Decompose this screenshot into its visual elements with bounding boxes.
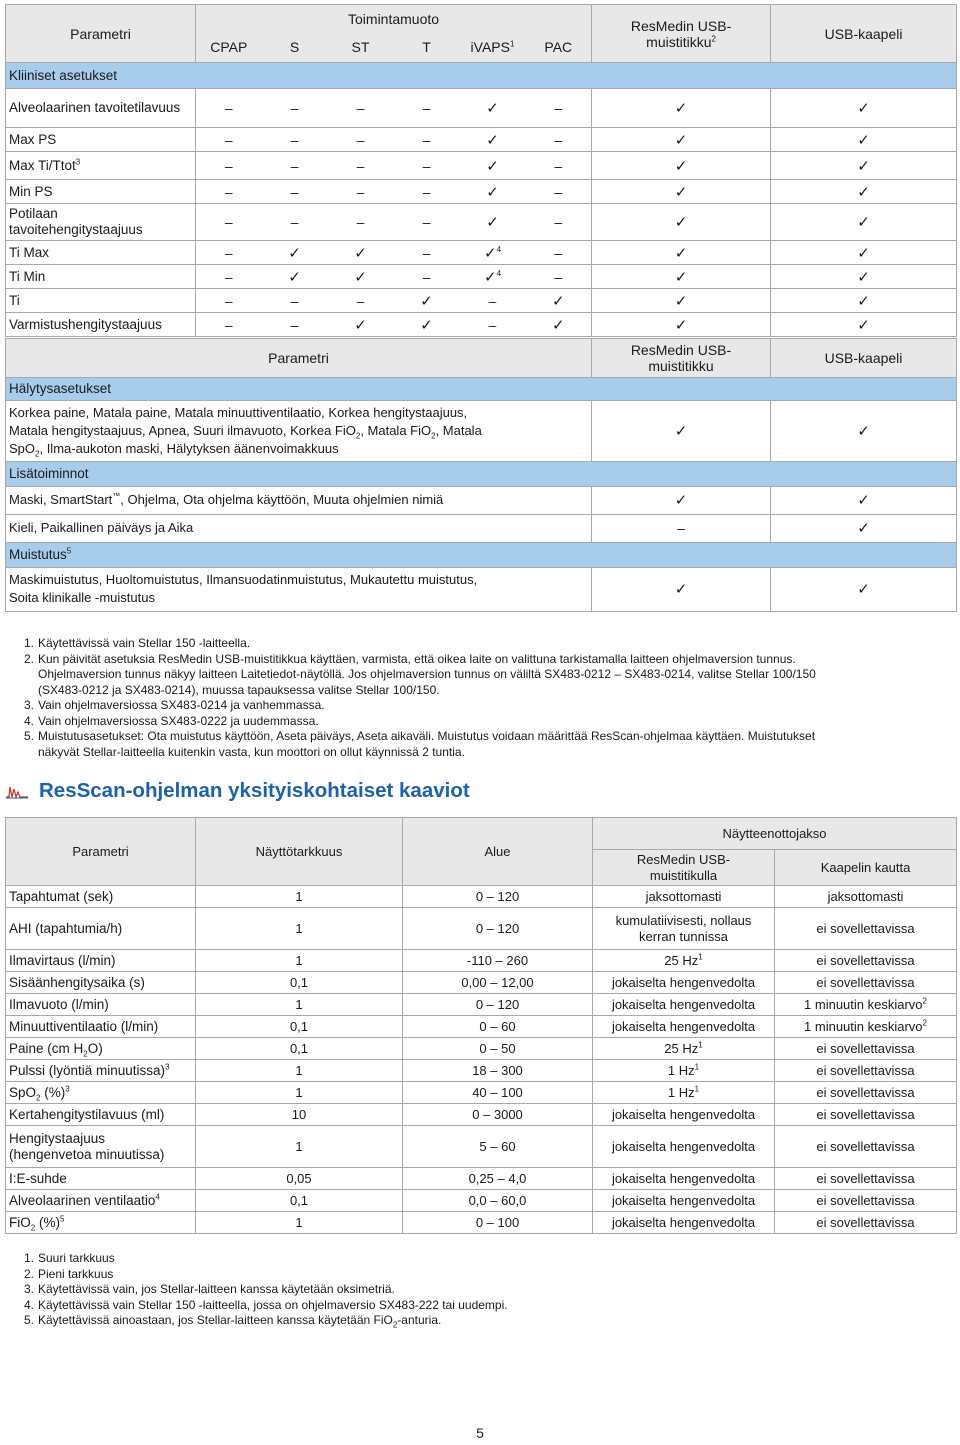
- reminder-list: Maskimuistutus, Huoltomuistutus, Ilmansuodatinmuistutus, Mukautettu muistutus, Soita klinikalle -muistutus: [6, 567, 592, 611]
- alarm-settings-list: Korkea paine, Matala paine, Matala minuuttiventilaatio, Korkea hengitystaajuus, Matala hengitystaajuus, Apnea, Suuri ilmavuoto, Korkea FiO$_2$, Matala FiO$_2$, Matala SpO$_2$, Ilma-aukoton maski, Hälytyksen äänenvoimakkuus: [6, 400, 592, 461]
- t2-range: 0,25 – 4,0: [403, 1168, 593, 1190]
- section-reminder: Muistutus$^5$: [6, 542, 957, 567]
- check-mark: ✓: [592, 567, 771, 611]
- t2-cable-sampling: ei sovellettavissa: [775, 950, 957, 972]
- dash-mark: –: [196, 89, 262, 128]
- t2-accuracy: 1: [196, 1060, 403, 1082]
- t2-usb-sampling: jokaiselta hengenvedolta: [593, 1104, 775, 1126]
- alarm-table: [5, 338, 957, 612]
- footnote: 5. Käytettävissä ainoastaan, jos Stellar-laitteen kanssa käytetään FiO$_2$-anturia.: [24, 1313, 442, 1330]
- header-usb-cable: USB-kaapeli: [771, 5, 957, 63]
- check-mark: ✓: [460, 89, 526, 128]
- t2-range: 0 – 120: [403, 908, 593, 950]
- check-mark: ✓: [592, 486, 771, 514]
- footnote: 2. Pieni tarkkuus: [24, 1266, 114, 1281]
- t2-accuracy: 1: [196, 1126, 403, 1168]
- dash-mark: –: [196, 152, 262, 180]
- check-mark: ✓: [592, 313, 771, 337]
- dash-mark: –: [262, 180, 328, 204]
- dash-mark: –: [592, 514, 771, 542]
- t2-accuracy: 0,05: [196, 1168, 403, 1190]
- t2-cable-sampling: jaksottomasti: [775, 886, 957, 908]
- t2-accuracy: 1: [196, 886, 403, 908]
- t2-accuracy: 0,1: [196, 1190, 403, 1212]
- dash-mark: –: [526, 180, 592, 204]
- t2-usb-sampling: jokaiselta hengenvedolta: [593, 1212, 775, 1234]
- extra-row-mask: Maski, SmartStart™, Ohjelma, Ota ohjelma käyttöön, Muuta ohjelmien nimiä: [6, 486, 592, 514]
- check-mark: ✓: [328, 241, 394, 265]
- dash-mark: –: [328, 128, 394, 152]
- t2-cable-sampling: ei sovellettavissa: [775, 1060, 957, 1082]
- footnote: 3. Käytettävissä vain, jos Stellar-laitteen kanssa käytetään oksimetriä.: [24, 1282, 395, 1296]
- settings-table: [5, 4, 957, 337]
- dash-mark: –: [196, 241, 262, 265]
- check-mark: ✓: [771, 400, 957, 461]
- section-extra: Lisätoiminnot: [6, 461, 957, 486]
- mode-s: S: [262, 33, 328, 63]
- t2-cable-sampling: ei sovellettavissa: [775, 1168, 957, 1190]
- ivaps-footnote-ref: 1: [509, 39, 515, 49]
- check-mark: ✓: [262, 265, 328, 289]
- t2-range: 0 – 120: [403, 994, 593, 1016]
- t2-range: 0,00 – 12,00: [403, 972, 593, 994]
- clinical-param: Potilaan tavoitehengitystaajuus: [6, 204, 196, 241]
- dash-mark: –: [328, 89, 394, 128]
- t2-cable-sampling: ei sovellettavissa: [775, 972, 957, 994]
- clinical-param: Ti Min: [6, 265, 196, 289]
- clinical-param: Min PS: [6, 180, 196, 204]
- dash-mark: –: [460, 289, 526, 313]
- t2-header-usb: ResMedin USB- muistitikulla: [593, 850, 775, 886]
- header-resmed-usb: ResMedin USB- muistitikku$^2$: [592, 5, 771, 63]
- footnote: 3. Vain ohjelmaversiossa SX483-0214 ja vanhemmassa.: [24, 698, 325, 712]
- t2-range: 40 – 100: [403, 1082, 593, 1104]
- footnote: 2. Kun päivität asetuksia ResMedin USB-muistitikkua käyttäen, varmista, että oikea laite on valittuna tarkistamalla laitteen ohjelmaversion tunnus. Ohjelmaversion tunnus näkyy laitteen Laitetiedot-näytöllä. Jos ohjelmaversion tunnus on väliltä SX483-0212 – SX483-0214, valitse Stellar 100/150 (SX483-0212 ja SX483-0214), muussa tapauksessa valitse Stellar 100/150.: [24, 651, 816, 697]
- dash-mark: –: [196, 313, 262, 337]
- t2-header-param: Parametri: [6, 818, 196, 886]
- check-mark: ✓: [771, 152, 957, 180]
- dash-mark: –: [526, 89, 592, 128]
- dash-mark: –: [262, 204, 328, 241]
- t2-cable-sampling: ei sovellettavissa: [775, 1212, 957, 1234]
- t2-range: 5 – 60: [403, 1126, 593, 1168]
- dash-mark: –: [526, 265, 592, 289]
- t2-usb-sampling: jokaiselta hengenvedolta: [593, 972, 775, 994]
- check-mark: ✓: [460, 128, 526, 152]
- t2-usb-sampling: jokaiselta hengenvedolta: [593, 994, 775, 1016]
- check-mark: ✓: [460, 204, 526, 241]
- t2-usb-sampling: jokaiselta hengenvedolta: [593, 1016, 775, 1038]
- t2-cable-sampling: ei sovellettavissa: [775, 1190, 957, 1212]
- t2-range: 18 – 300: [403, 1060, 593, 1082]
- footnote: 4. Käytettävissä vain Stellar 150 -laitteella, jossa on ohjelmaversio SX483-222 tai uudempi.: [24, 1297, 508, 1312]
- dash-mark: –: [262, 152, 328, 180]
- footnote: 1. Käytettävissä vain Stellar 150 -laitteella.: [24, 636, 251, 650]
- check-mark: ✓: [592, 180, 771, 204]
- t2-header-sampling: Näytteenottojakso: [593, 818, 957, 850]
- check-mark: ✓: [592, 152, 771, 180]
- t2-accuracy: 0,1: [196, 972, 403, 994]
- t2-param: Ilmavuoto (l/min): [6, 994, 196, 1016]
- dash-mark: –: [328, 180, 394, 204]
- t2-param: Sisäänhengitysaika (s): [6, 972, 196, 994]
- dash-mark: –: [526, 204, 592, 241]
- t2-usb-sampling: jokaiselta hengenvedolta: [593, 1126, 775, 1168]
- dash-mark: –: [262, 313, 328, 337]
- check-mark: ✓: [771, 486, 957, 514]
- check-mark: ✓: [394, 289, 460, 313]
- t2-accuracy: 1: [196, 950, 403, 972]
- check-mark: ✓$^4$: [460, 241, 526, 265]
- dash-mark: –: [526, 128, 592, 152]
- t2-usb-sampling: jokaiselta hengenvedolta: [593, 1190, 775, 1212]
- dash-mark: –: [394, 152, 460, 180]
- mode-st: ST: [328, 33, 394, 63]
- dash-mark: –: [526, 152, 592, 180]
- t2-accuracy: 1: [196, 1212, 403, 1234]
- check-mark: ✓: [460, 152, 526, 180]
- check-mark: ✓: [526, 289, 592, 313]
- t2-accuracy: 0,1: [196, 1038, 403, 1060]
- check-mark: ✓: [771, 180, 957, 204]
- t2-range: 0 – 60: [403, 1016, 593, 1038]
- dash-mark: –: [328, 204, 394, 241]
- t2-cable-sampling: ei sovellettavissa: [775, 1038, 957, 1060]
- waveform-icon: [5, 783, 29, 799]
- t2-usb-sampling: 25 Hz$^1$: [593, 1038, 775, 1060]
- t2-usb-sampling: jaksottomasti: [593, 886, 775, 908]
- t2-cable-sampling: ei sovellettavissa: [775, 1082, 957, 1104]
- t2-param: AHI (tapahtumia/h): [6, 908, 196, 950]
- t2-accuracy: 1: [196, 994, 403, 1016]
- section-clinical: Kliiniset asetukset: [6, 63, 957, 89]
- dash-mark: –: [394, 128, 460, 152]
- t2-range: 0 – 50: [403, 1038, 593, 1060]
- dash-mark: –: [526, 241, 592, 265]
- check-mark: ✓: [771, 128, 957, 152]
- t2-param: Pulssi (lyöntiä minuutissa)$^3$: [6, 1060, 196, 1082]
- clinical-param: Varmistushengitystaajuus: [6, 313, 196, 337]
- t2-range: 0 – 120: [403, 886, 593, 908]
- clinical-param: Max PS: [6, 128, 196, 152]
- t2-param: Paine (cm $H_2O$): [6, 1038, 196, 1060]
- resscan-table: [5, 817, 957, 1234]
- t2-param: Ilmavirtaus (l/min): [6, 950, 196, 972]
- check-mark: ✓: [592, 265, 771, 289]
- section-alarms: Hälytysasetukset: [6, 377, 957, 400]
- check-mark: ✓: [771, 265, 957, 289]
- clinical-param: Max Ti/Ttot$^3$: [6, 152, 196, 180]
- footnotes-table1: [24, 636, 944, 760]
- dash-mark: –: [196, 180, 262, 204]
- check-mark: ✓: [771, 514, 957, 542]
- check-mark: ✓: [771, 89, 957, 128]
- t2-param: Minuuttiventilaatio (l/min): [6, 1016, 196, 1038]
- check-mark: ✓: [771, 204, 957, 241]
- t2-range: 0,0 – 60,0: [403, 1190, 593, 1212]
- check-mark: ✓: [592, 89, 771, 128]
- check-mark: ✓: [328, 265, 394, 289]
- dash-mark: –: [262, 128, 328, 152]
- header-param: Parametri: [6, 5, 196, 63]
- t2-range: 0 – 3000: [403, 1104, 593, 1126]
- footnote: 1. Suuri tarkkuus: [24, 1251, 115, 1265]
- t2-param: SpO$_2$ (%)$^3$: [6, 1082, 196, 1104]
- dash-mark: –: [196, 128, 262, 152]
- header2-resmed-usb: ResMedin USB- muistitikku: [592, 339, 771, 378]
- t2-param: I:E-suhde: [6, 1168, 196, 1190]
- header2-param: Parametri: [6, 339, 592, 377]
- dash-mark: –: [394, 241, 460, 265]
- t2-usb-sampling: 25 Hz$^1$: [593, 950, 775, 972]
- t2-range: 0 – 100: [403, 1212, 593, 1234]
- check-mark: ✓: [328, 313, 394, 337]
- page-number: 5: [476, 1425, 484, 1441]
- check-mark: ✓: [592, 241, 771, 265]
- t2-cable-sampling: 1 minuutin keskiarvo$^2$: [775, 994, 957, 1016]
- t2-header-range: Alue: [403, 818, 593, 886]
- dash-mark: –: [262, 289, 328, 313]
- check-mark: ✓: [771, 567, 957, 611]
- dash-mark: –: [460, 313, 526, 337]
- t2-cable-sampling: ei sovellettavissa: [775, 1126, 957, 1168]
- dash-mark: –: [328, 152, 394, 180]
- dash-mark: –: [196, 204, 262, 241]
- t2-param: Tapahtumat (sek): [6, 886, 196, 908]
- check-mark: ✓$^4$: [460, 265, 526, 289]
- clinical-param: Ti: [6, 289, 196, 313]
- t2-param: Alveolaarinen ventilaatio$^4$: [6, 1190, 196, 1212]
- t2-param: FiO$_2$ (%)$^5$: [6, 1212, 196, 1234]
- t2-cable-sampling: 1 minuutin keskiarvo$^2$: [775, 1016, 957, 1038]
- t2-cable-sampling: ei sovellettavissa: [775, 908, 957, 950]
- footnote: 4. Vain ohjelmaversiossa SX483-0222 ja uudemmassa.: [24, 713, 319, 728]
- header2-usb-cable: USB-kaapeli: [771, 339, 957, 378]
- t2-usb-sampling: jokaiselta hengenvedolta: [593, 1168, 775, 1190]
- t2-accuracy: 0,1: [196, 1016, 403, 1038]
- check-mark: ✓: [592, 204, 771, 241]
- check-mark: ✓: [262, 241, 328, 265]
- dash-mark: –: [328, 289, 394, 313]
- dash-mark: –: [394, 89, 460, 128]
- check-mark: ✓: [526, 313, 592, 337]
- check-mark: ✓: [394, 313, 460, 337]
- mode-pac: PAC: [526, 33, 592, 63]
- dash-mark: –: [394, 265, 460, 289]
- t2-usb-sampling: kumulatiivisesti, nollaus kerran tunnissa: [593, 908, 775, 950]
- t2-param: Kertahengitystilavuus (ml): [6, 1104, 196, 1126]
- check-mark: ✓: [592, 400, 771, 461]
- t2-accuracy: 1: [196, 1082, 403, 1104]
- dash-mark: –: [196, 265, 262, 289]
- t2-accuracy: 1: [196, 908, 403, 950]
- dash-mark: –: [262, 89, 328, 128]
- t2-cable-sampling: ei sovellettavissa: [775, 1104, 957, 1126]
- footnote: 5. Muistutusasetukset: Ota muistutus käyttöön, Aseta päiväys, Aseta aikaväli. Muistutus voidaan määrittää ResScan-ohjelmaa käyttäen. Muistutukset näkyvät Stellar-laitteella kuitenkin vasta, kun moottori on ollut käynnissä 2 tuntia.: [24, 729, 816, 759]
- check-mark: ✓: [771, 313, 957, 337]
- dash-mark: –: [394, 180, 460, 204]
- t2-param: Hengitystaajuus (hengenvetoa minuutissa): [6, 1126, 196, 1168]
- check-mark: ✓: [771, 289, 957, 313]
- footnotes-table2: [24, 1251, 944, 1329]
- dash-mark: –: [196, 289, 262, 313]
- mode-ivaps: iVAPS$^1$: [460, 33, 526, 63]
- t2-header-accuracy: Näyttötarkkuus: [196, 818, 403, 886]
- t2-header-cable: Kaapelin kautta: [775, 850, 957, 886]
- section-heading: [5, 776, 470, 806]
- check-mark: ✓: [592, 289, 771, 313]
- mode-cpap: CPAP: [196, 33, 262, 63]
- t2-usb-sampling: 1 Hz$^1$: [593, 1060, 775, 1082]
- header-mode-group: Toimintamuoto: [196, 5, 592, 33]
- section-heading-text: ResScan-ohjelman yksityiskohtaiset kaaviot: [39, 779, 470, 802]
- clinical-param: Ti Max: [6, 241, 196, 265]
- t2-range: -110 – 260: [403, 950, 593, 972]
- check-mark: ✓: [460, 180, 526, 204]
- check-mark: ✓: [771, 241, 957, 265]
- mode-t: T: [394, 33, 460, 63]
- t2-accuracy: 10: [196, 1104, 403, 1126]
- check-mark: ✓: [592, 128, 771, 152]
- extra-row-language: Kieli, Paikallinen päiväys ja Aika: [6, 514, 592, 542]
- t2-usb-sampling: 1 Hz$^1$: [593, 1082, 775, 1104]
- dash-mark: –: [394, 204, 460, 241]
- clinical-param: Alveolaarinen tavoitetilavuus: [6, 89, 196, 128]
